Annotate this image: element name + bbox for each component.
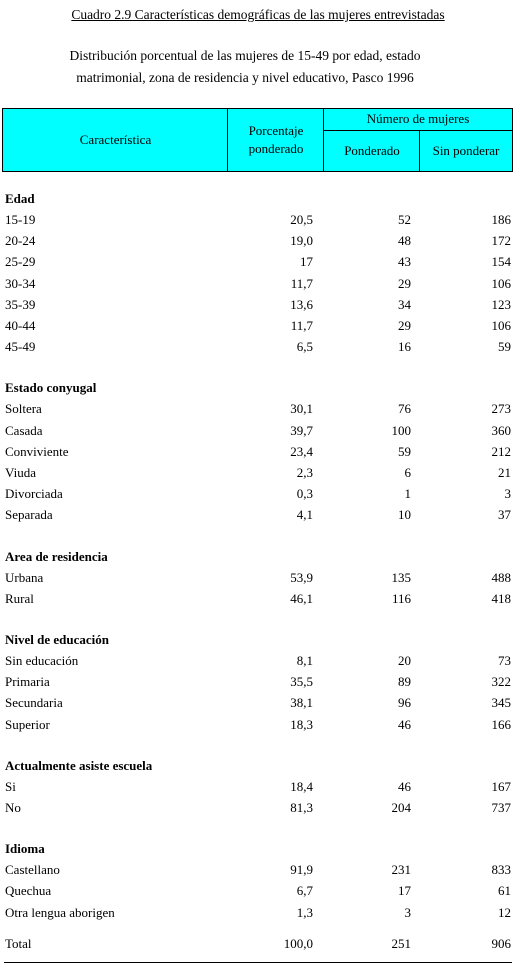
weighted-cell: 48 xyxy=(398,233,411,249)
percent-cell: 4,1 xyxy=(296,507,313,523)
unweighted-cell: 167 xyxy=(491,778,511,794)
weighted-cell: 3 xyxy=(404,904,411,920)
weighted-cell: 10 xyxy=(398,507,411,523)
weighted-cell: 29 xyxy=(398,318,411,333)
row-label: Divorciada xyxy=(5,486,63,502)
percent-cell: 2,3 xyxy=(296,465,313,480)
percent-cell: 30,1 xyxy=(290,401,313,417)
weighted-cell: 96 xyxy=(398,695,411,711)
unweighted-cell: 322 xyxy=(491,674,511,690)
section-label: Actualmente asiste escuela xyxy=(5,757,153,773)
weighted-cell: 1 xyxy=(404,486,411,502)
row-label: Rural xyxy=(5,590,34,606)
weighted-cell: 46 xyxy=(398,778,411,794)
header-weighted: Ponderado xyxy=(344,143,400,158)
unweighted-cell: 833 xyxy=(491,862,511,878)
unweighted-cell: 186 xyxy=(491,212,511,227)
percent-cell: 6,7 xyxy=(296,883,313,899)
row-label: Superior xyxy=(5,716,50,732)
row-label: 15-19 xyxy=(5,212,36,227)
section-label: Idioma xyxy=(5,841,45,857)
percent-cell: 8,1 xyxy=(296,653,313,668)
weighted-cell: 116 xyxy=(391,590,411,606)
table-subtitle xyxy=(0,45,490,89)
unweighted-cell: 360 xyxy=(491,422,511,438)
table-row xyxy=(0,442,516,462)
percent-cell: 53,9 xyxy=(290,569,313,585)
table-row xyxy=(0,589,516,609)
weighted-cell: 17 xyxy=(398,883,411,899)
unweighted-cell: 166 xyxy=(491,716,511,732)
weighted-cell: 76 xyxy=(398,401,411,417)
weighted-cell: 52 xyxy=(398,212,411,227)
table-row xyxy=(0,231,516,251)
percent-cell: 35,5 xyxy=(290,674,313,690)
section-label: Nivel de educación xyxy=(5,632,109,647)
subtitle-line-1: Distribución porcentual de las mujeres de 15-49 por edad, estado xyxy=(69,48,421,63)
section-label: Edad xyxy=(5,191,35,206)
percent-cell: 1,3 xyxy=(296,904,313,920)
percent-cell: 91,9 xyxy=(290,862,313,878)
percent-cell: 39,7 xyxy=(290,422,313,438)
header-characteristic: Característica xyxy=(79,132,152,147)
percent-cell: 17 xyxy=(300,254,313,270)
row-label: Otra lengua aborigen xyxy=(5,904,115,920)
table-row xyxy=(0,252,516,272)
subtitle-line-2: matrimonial, zona de residencia y nivel educativo, Pasco 1996 xyxy=(76,70,414,85)
weighted-cell: 43 xyxy=(398,254,411,270)
percent-cell: 6,5 xyxy=(296,339,313,355)
row-label: 45-49 xyxy=(5,339,36,355)
row-label: Casada xyxy=(5,422,43,438)
percent-cell: 19,0 xyxy=(290,233,313,249)
table-row xyxy=(0,672,516,692)
unweighted-cell: 59 xyxy=(498,339,511,355)
table-row xyxy=(0,568,516,588)
table-row xyxy=(0,295,516,315)
row-label: 30-34 xyxy=(5,275,36,291)
table-row xyxy=(0,505,516,525)
weighted-cell: 6 xyxy=(404,465,411,480)
header-count-group: Número de mujeres xyxy=(366,111,470,126)
table-title: Cuadro 2.9 Características demográficas de las mujeres entrevistadas xyxy=(71,7,445,22)
header-unweighted: Sin ponderar xyxy=(432,143,500,158)
row-label: Castellano xyxy=(5,862,60,878)
unweighted-cell: 172 xyxy=(491,233,511,249)
unweighted-cell: 418 xyxy=(491,590,511,606)
unweighted-cell: 61 xyxy=(498,883,511,899)
table-row xyxy=(0,316,516,336)
percent-cell: 11,7 xyxy=(290,318,313,333)
table-row xyxy=(0,399,516,419)
weighted-cell: 34 xyxy=(398,296,411,312)
unweighted-cell: 3 xyxy=(504,486,511,502)
table-row xyxy=(0,798,516,818)
section-header xyxy=(0,547,516,567)
weighted-cell: 20 xyxy=(398,653,411,668)
table-row xyxy=(0,421,516,441)
row-label: Viuda xyxy=(5,465,36,480)
weighted-cell: 135 xyxy=(391,569,411,585)
unweighted-cell: 906 xyxy=(491,935,511,951)
table-header xyxy=(2,108,513,172)
unweighted-cell: 106 xyxy=(491,318,511,333)
table-row xyxy=(0,715,516,735)
table-row xyxy=(0,274,516,294)
unweighted-cell: 273 xyxy=(491,401,511,417)
header-percent-line-1: Porcentaje xyxy=(248,123,304,138)
section-header xyxy=(0,756,516,776)
table-row xyxy=(0,693,516,713)
percent-cell: 23,4 xyxy=(290,443,313,459)
unweighted-cell: 21 xyxy=(498,465,511,480)
weighted-cell: 231 xyxy=(391,862,411,878)
weighted-cell: 89 xyxy=(398,674,411,690)
weighted-cell: 204 xyxy=(391,800,411,815)
row-label: Conviviente xyxy=(5,443,69,459)
section-label: Estado conyugal xyxy=(5,380,97,396)
section-header xyxy=(0,630,516,650)
percent-cell: 38,1 xyxy=(290,695,313,711)
row-label: Sin educación xyxy=(5,653,79,668)
row-label: Soltera xyxy=(5,401,42,417)
section-header xyxy=(0,839,516,859)
percent-cell: 46,1 xyxy=(290,590,313,606)
table-row xyxy=(0,463,516,483)
table-row xyxy=(0,903,516,923)
unweighted-cell: 345 xyxy=(491,695,511,711)
percent-cell: 20,5 xyxy=(290,212,313,227)
table-row xyxy=(0,484,516,504)
percent-cell: 13,6 xyxy=(290,296,313,312)
total-row xyxy=(0,934,516,954)
row-label: Urbana xyxy=(5,569,44,585)
row-label: 35-39 xyxy=(5,296,36,312)
percent-cell: 18,3 xyxy=(290,716,313,732)
percent-cell: 18,4 xyxy=(290,778,313,794)
row-label: Separada xyxy=(5,507,53,523)
unweighted-cell: 12 xyxy=(498,904,511,920)
percent-cell: 100,0 xyxy=(283,935,313,951)
table-row xyxy=(0,651,516,671)
row-label: Primaria xyxy=(5,674,50,690)
row-label: No xyxy=(5,800,21,815)
unweighted-cell: 123 xyxy=(491,296,511,312)
row-label: Total xyxy=(5,935,32,951)
unweighted-cell: 737 xyxy=(491,800,511,815)
percent-cell: 0,3 xyxy=(296,486,313,502)
unweighted-cell: 488 xyxy=(491,569,511,585)
weighted-cell: 46 xyxy=(398,716,411,732)
header-percent-line-2: ponderado xyxy=(248,141,304,156)
percent-cell: 11,7 xyxy=(290,275,313,291)
row-label: 40-44 xyxy=(5,318,36,333)
table-row xyxy=(0,777,516,797)
row-label: Si xyxy=(5,778,16,794)
weighted-cell: 16 xyxy=(398,339,411,355)
weighted-cell: 100 xyxy=(391,422,411,438)
unweighted-cell: 73 xyxy=(498,653,511,668)
unweighted-cell: 154 xyxy=(491,254,511,270)
section-header xyxy=(0,378,516,398)
table-row xyxy=(0,860,516,880)
row-label: Secundaria xyxy=(5,695,63,711)
unweighted-cell: 37 xyxy=(498,507,511,523)
section-label: Area de residencia xyxy=(5,548,108,564)
header-percent xyxy=(228,109,324,171)
row-label: Quechua xyxy=(5,883,52,899)
section-header xyxy=(0,189,516,209)
percent-cell: 81,3 xyxy=(290,800,313,815)
weighted-cell: 59 xyxy=(398,443,411,459)
weighted-cell: 251 xyxy=(391,935,411,951)
bottom-rule xyxy=(4,962,512,963)
table-row xyxy=(0,210,516,230)
unweighted-cell: 106 xyxy=(491,275,511,291)
weighted-cell: 29 xyxy=(398,275,411,291)
table-row xyxy=(0,881,516,901)
table-row xyxy=(0,337,516,357)
row-label: 25-29 xyxy=(5,254,36,270)
unweighted-cell: 212 xyxy=(491,443,511,459)
row-label: 20-24 xyxy=(5,233,36,249)
